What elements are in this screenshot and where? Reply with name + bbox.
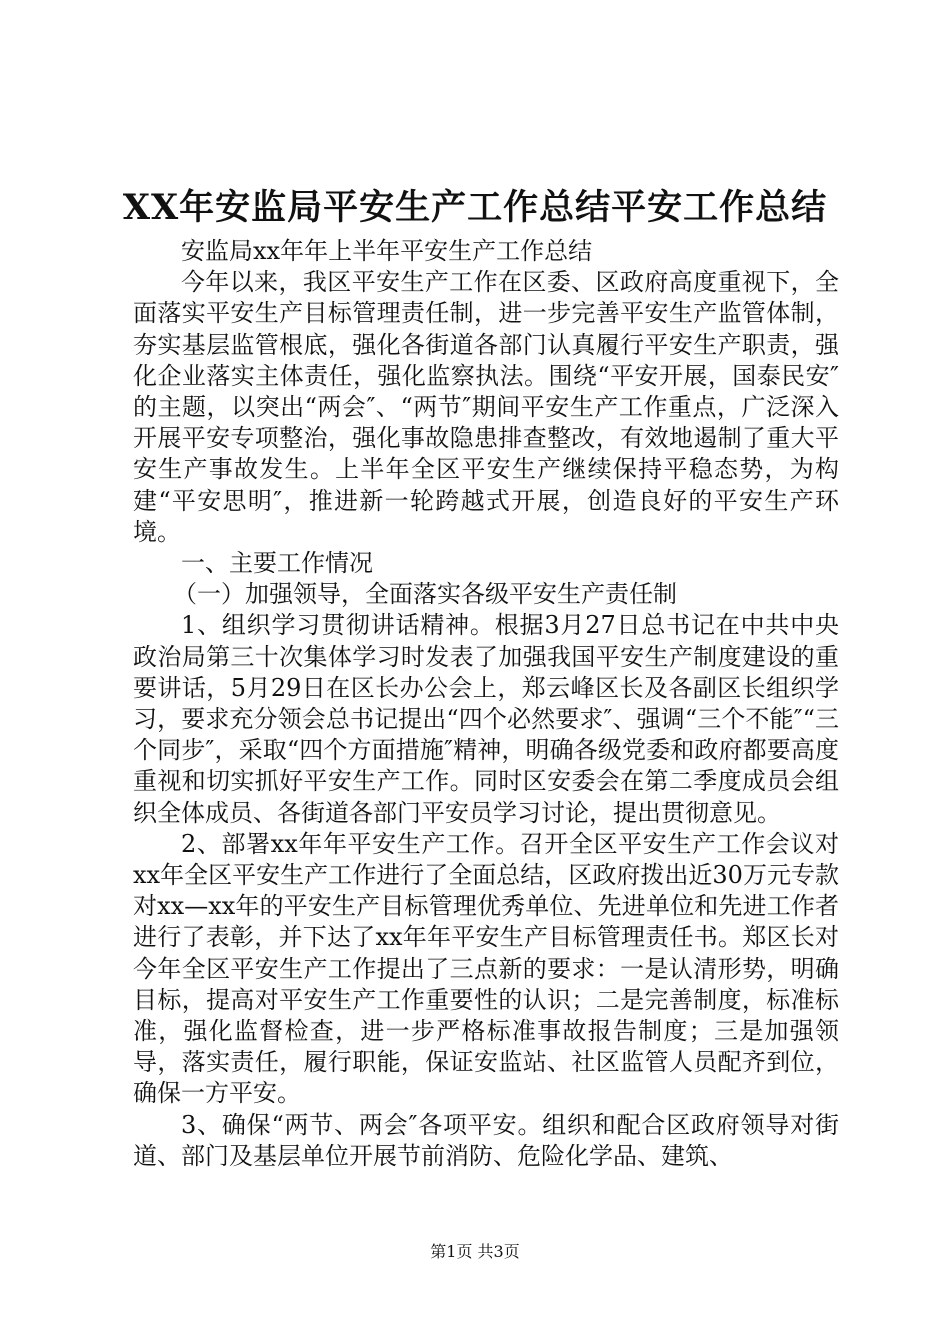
page-number: 第1页 共3页 xyxy=(430,1242,520,1261)
paragraph-subtitle: 安监局xx年年上半年平安生产工作总结 xyxy=(181,237,593,265)
subsection-heading: （一）加强领导，全面落实各级平安生产责任制 xyxy=(173,580,677,609)
paragraph-intro: 今年以来，我区平安生产工作在区委、区政府高度重视下，全面落实平安生产目标管理责任制，进一步完善平安生产监管体制，夯实基层监管根底，强化各街道各部门认真履行平安生产职责，强化企业落实主体责任，强化监察执法。围绕“平安开展，国泰民安″的主题，以突出“两会″、“两节″期间平安生产工作重点，广泛深入开展平安专项整治，强化事故隐患排查整改，有效地遏制了重大平安生产事故发生。上半年全区平安生产继续保持平稳态势，为构建“平安思明″，推进新一轮跨越式开展，创造良好的平安生产环境。 xyxy=(133,268,839,546)
document-title: XX年安监局平安生产工作总结平安工作总结 xyxy=(122,187,828,228)
paragraph-item-3: 3、确保“两节、两会″各项平安。组织和配合区政府领导对街道、部门及基层单位开展节前消防、危险化学品、建筑、 xyxy=(133,1110,839,1170)
section-heading: 一、主要工作情况 xyxy=(181,549,373,578)
paragraph-item-1: 1、组织学习贯彻讲话精神。根据3月27日总书记在中共中央政治局第三十次集体学习时发表了加强我国平安生产制度建设的重要讲话，5月29日在区长办公会上，郑云峰区长及各副区长组织学习，要求充分领会总书记提出“四个必然要求″、强调“三个不能″“三个同步″，采取“四个方面措施″精神，明确各级党委和政府都要高度重视和切实抓好平安生产工作。同时区安委会在第二季度成员会组织全体成员、各街道各部门平安员学习讨论，提出贯彻意见。 xyxy=(133,611,839,827)
paragraph-item-2: 2、部署xx年年平安生产工作。召开全区平安生产工作会议对xx年全区平安生产工作进行了全面总结，区政府拨出近30万元专款对xx—xx年的平安生产目标管理优秀单位、先进单位和先进工作者进行了表彰，并下达了xx年年平安生产目标管理责任书。郑区长对今年全区平安生产工作提出了三点新的要求：一是认清形势，明确目标，提高对平安生产工作重要性的认识；二是完善制度，标准标准，强化监督检查，进一步严格标准事故报告制度；三是加强领导，落实责任，履行职能，保证安监站、社区监管人员配齐到位，确保一方平安。 xyxy=(133,829,839,1108)
document-body xyxy=(133,236,839,1172)
